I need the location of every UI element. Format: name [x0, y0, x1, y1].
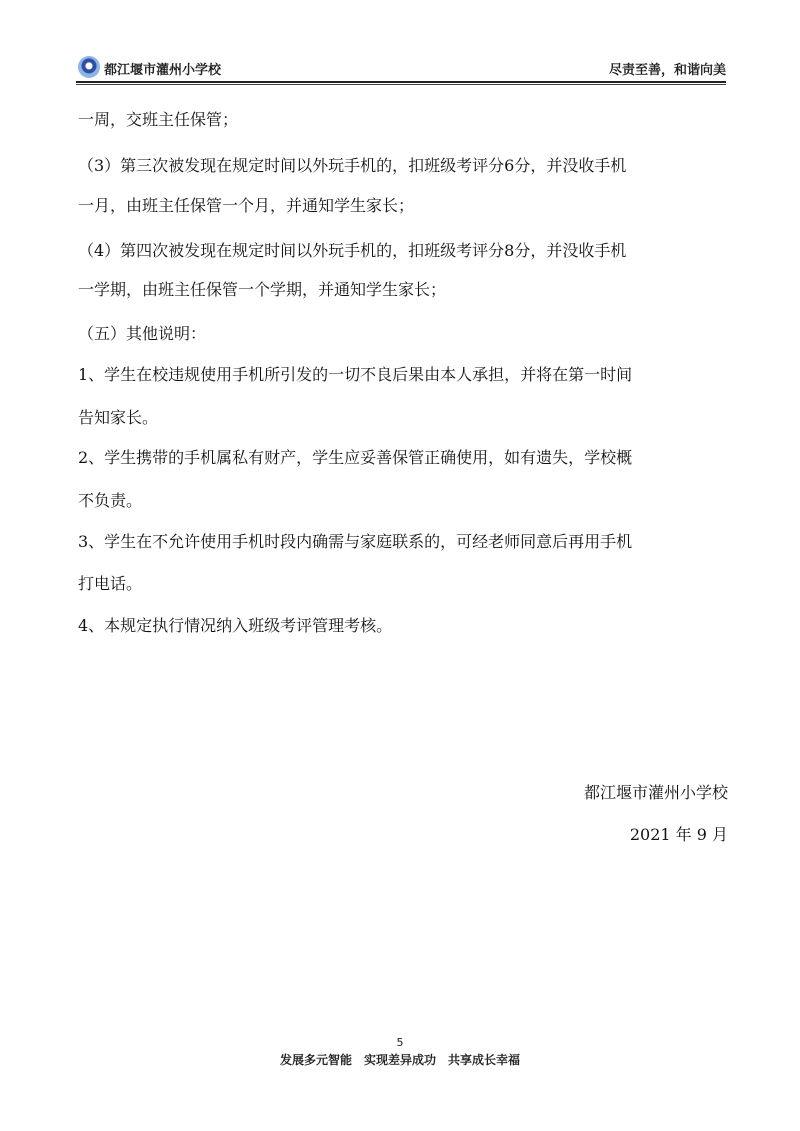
- body-line: 1、学生在校违规使用手机所引发的一切不良后果由本人承担，并将在第一时间: [78, 365, 633, 384]
- body-line: 不负责。: [78, 491, 143, 510]
- body-line: 告知家长。: [78, 408, 159, 427]
- section-heading: （五）其他说明：: [78, 324, 207, 343]
- body-line: 2、学生携带的手机属私有财产，学生应妥善保管正确使用，如有遗失，学校概: [78, 448, 633, 467]
- school-logo-icon: [78, 56, 100, 78]
- body-line: （4）第四次被发现在规定时间以外玩手机的，扣班级考评分8分，并没收手机: [78, 241, 627, 260]
- body-line: （3）第三次被发现在规定时间以外玩手机的，扣班级考评分6分，并没收手机: [78, 156, 627, 175]
- body-line: 一学期，由班主任保管一个学期，并通知学生家长；: [78, 280, 447, 299]
- body-line: 打电话。: [78, 574, 143, 593]
- header-divider-thin: [76, 84, 726, 85]
- footer-slogan: 发展多元智能 实现差异成功 共享成长幸福: [279, 1053, 520, 1067]
- body-line: 一周，交班主任保管；: [78, 110, 239, 129]
- body-line: 4、本规定执行情况纳入班级考评管理考核。: [78, 616, 393, 635]
- page-number: 5: [396, 1036, 404, 1049]
- signature-date: 2021 年 9 月: [629, 825, 728, 844]
- header-school-name: 都江堰市灌州小学校: [104, 63, 222, 78]
- body-line: 3、学生在不允许使用手机时段内确需与家庭联系的，可经老师同意后再用手机: [78, 532, 633, 551]
- header-motto: 尽责至善，和谐向美: [608, 63, 726, 78]
- page-header: [78, 56, 726, 80]
- header-divider: [76, 81, 726, 83]
- body-line: 一月，由班主任保管一个月，并通知学生家长；: [78, 196, 415, 215]
- signature-school: 都江堰市灌州小学校: [583, 783, 728, 802]
